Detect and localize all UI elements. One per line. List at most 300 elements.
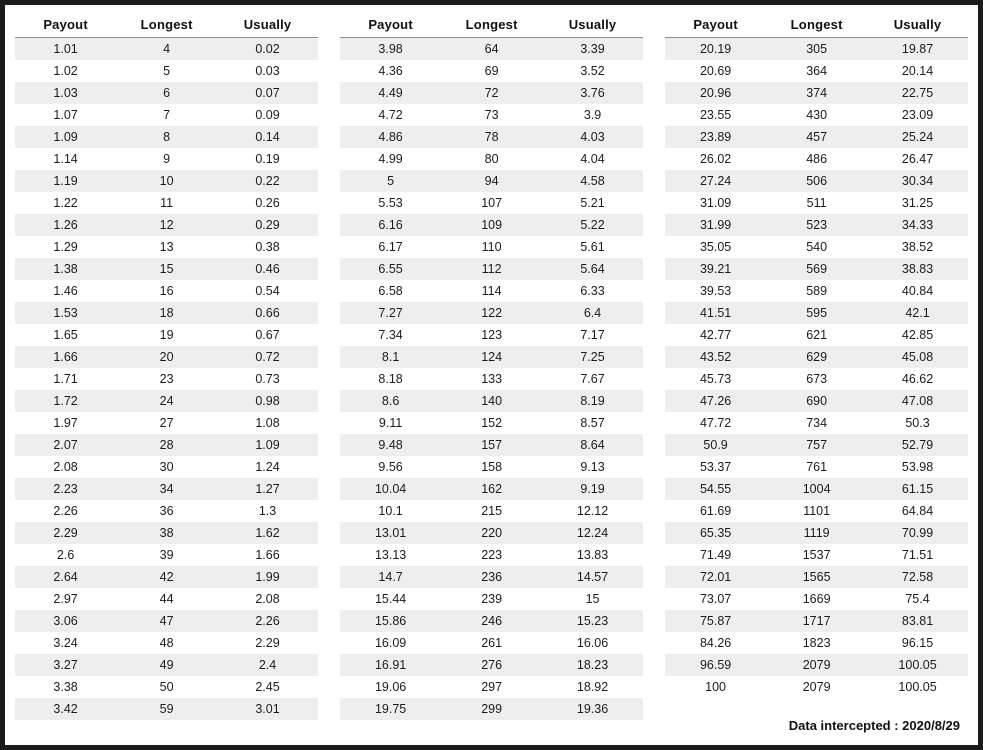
cell-payout: 1.72 xyxy=(15,390,116,412)
cell-usually: 96.15 xyxy=(867,632,968,654)
cell-payout: 45.73 xyxy=(665,368,766,390)
cell-longest: 511 xyxy=(766,192,867,214)
cell-longest: 162 xyxy=(441,478,542,500)
cell-usually: 50.3 xyxy=(867,412,968,434)
cell-payout: 3.98 xyxy=(340,38,441,61)
cell-longest: 430 xyxy=(766,104,867,126)
cell-payout: 1.46 xyxy=(15,280,116,302)
cell-usually: 1.27 xyxy=(217,478,318,500)
cell-longest: 761 xyxy=(766,456,867,478)
cell-longest: 78 xyxy=(441,126,542,148)
cell-usually: 53.98 xyxy=(867,456,968,478)
table-row xyxy=(340,104,643,126)
cell-longest: 1823 xyxy=(766,632,867,654)
cell-longest: 124 xyxy=(441,346,542,368)
cell-payout: 31.99 xyxy=(665,214,766,236)
cell-usually: 2.45 xyxy=(217,676,318,698)
cell-payout: 3.42 xyxy=(15,698,116,720)
cell-payout: 2.6 xyxy=(15,544,116,566)
cell-usually: 3.76 xyxy=(542,82,643,104)
cell-payout: 47.26 xyxy=(665,390,766,412)
cell-longest: 734 xyxy=(766,412,867,434)
table-row xyxy=(15,368,318,390)
cell-usually: 13.83 xyxy=(542,544,643,566)
cell-payout: 9.48 xyxy=(340,434,441,456)
cell-longest: 1119 xyxy=(766,522,867,544)
cell-usually: 38.52 xyxy=(867,236,968,258)
cell-payout: 1.22 xyxy=(15,192,116,214)
table-row xyxy=(665,346,968,368)
cell-payout: 41.51 xyxy=(665,302,766,324)
table-row xyxy=(340,588,643,610)
cell-payout: 72.01 xyxy=(665,566,766,588)
column-header-longest: Longest xyxy=(116,13,217,38)
cell-longest: 1669 xyxy=(766,588,867,610)
cell-longest: 261 xyxy=(441,632,542,654)
cell-payout: 42.77 xyxy=(665,324,766,346)
cell-longest: 4 xyxy=(116,38,217,61)
cell-payout: 1.53 xyxy=(15,302,116,324)
cell-usually: 83.81 xyxy=(867,610,968,632)
cell-payout: 1.07 xyxy=(15,104,116,126)
table-block-1 xyxy=(15,13,318,720)
cell-longest: 140 xyxy=(441,390,542,412)
cell-longest: 457 xyxy=(766,126,867,148)
cell-payout: 10.04 xyxy=(340,478,441,500)
cell-payout: 1.66 xyxy=(15,346,116,368)
cell-longest: 157 xyxy=(441,434,542,456)
cell-usually: 2.29 xyxy=(217,632,318,654)
column-header-usually: Usually xyxy=(867,13,968,38)
cell-usually: 25.24 xyxy=(867,126,968,148)
table-row xyxy=(340,214,643,236)
cell-longest: 506 xyxy=(766,170,867,192)
table-row xyxy=(665,632,968,654)
cell-usually: 42.1 xyxy=(867,302,968,324)
cell-payout: 2.29 xyxy=(15,522,116,544)
table-row xyxy=(665,412,968,434)
cell-usually: 23.09 xyxy=(867,104,968,126)
table-row xyxy=(665,280,968,302)
cell-usually: 75.4 xyxy=(867,588,968,610)
cell-longest: 47 xyxy=(116,610,217,632)
cell-longest: 569 xyxy=(766,258,867,280)
cell-payout: 1.26 xyxy=(15,214,116,236)
table-row xyxy=(340,676,643,698)
cell-longest: 6 xyxy=(116,82,217,104)
column-header-payout: Payout xyxy=(340,13,441,38)
cell-usually: 15 xyxy=(542,588,643,610)
table-row xyxy=(340,434,643,456)
cell-payout: 4.86 xyxy=(340,126,441,148)
cell-longest: 10 xyxy=(116,170,217,192)
cell-usually: 0.07 xyxy=(217,82,318,104)
cell-usually: 64.84 xyxy=(867,500,968,522)
cell-payout: 71.49 xyxy=(665,544,766,566)
table-row xyxy=(15,148,318,170)
cell-usually: 72.58 xyxy=(867,566,968,588)
cell-usually: 0.54 xyxy=(217,280,318,302)
cell-usually: 1.99 xyxy=(217,566,318,588)
table-row xyxy=(340,698,643,720)
cell-usually: 8.19 xyxy=(542,390,643,412)
cell-longest: 621 xyxy=(766,324,867,346)
table-row xyxy=(340,148,643,170)
table-header-2 xyxy=(340,13,643,38)
cell-usually: 15.23 xyxy=(542,610,643,632)
cell-payout: 4.36 xyxy=(340,60,441,82)
cell-payout: 1.01 xyxy=(15,38,116,61)
cell-usually: 26.47 xyxy=(867,148,968,170)
cell-longest: 49 xyxy=(116,654,217,676)
header-row xyxy=(665,13,968,38)
cell-longest: 94 xyxy=(441,170,542,192)
table-row xyxy=(665,676,968,698)
cell-longest: 589 xyxy=(766,280,867,302)
cell-usually: 0.46 xyxy=(217,258,318,280)
table-row xyxy=(15,302,318,324)
table-row xyxy=(15,104,318,126)
cell-usually: 5.22 xyxy=(542,214,643,236)
cell-payout: 54.55 xyxy=(665,478,766,500)
cell-usually: 4.04 xyxy=(542,148,643,170)
cell-longest: 1717 xyxy=(766,610,867,632)
cell-longest: 374 xyxy=(766,82,867,104)
table-row xyxy=(15,192,318,214)
table-row xyxy=(340,258,643,280)
cell-payout: 6.17 xyxy=(340,236,441,258)
cell-longest: 486 xyxy=(766,148,867,170)
cell-longest: 1565 xyxy=(766,566,867,588)
table-block-2 xyxy=(340,13,643,720)
cell-usually: 5.64 xyxy=(542,258,643,280)
table-row xyxy=(15,412,318,434)
table-row xyxy=(340,302,643,324)
table-row xyxy=(340,654,643,676)
table-row xyxy=(15,588,318,610)
table-row xyxy=(15,38,318,61)
table-row xyxy=(15,170,318,192)
table-row xyxy=(15,500,318,522)
cell-longest: 73 xyxy=(441,104,542,126)
cell-payout: 3.38 xyxy=(15,676,116,698)
cell-usually: 14.57 xyxy=(542,566,643,588)
cell-longest: 239 xyxy=(441,588,542,610)
cell-usually: 0.22 xyxy=(217,170,318,192)
cell-payout: 53.37 xyxy=(665,456,766,478)
cell-payout: 7.34 xyxy=(340,324,441,346)
table-row xyxy=(665,654,968,676)
table-row xyxy=(665,588,968,610)
cell-payout: 6.55 xyxy=(340,258,441,280)
cell-payout: 5 xyxy=(340,170,441,192)
cell-usually: 8.57 xyxy=(542,412,643,434)
cell-usually: 1.66 xyxy=(217,544,318,566)
cell-usually: 0.72 xyxy=(217,346,318,368)
table-row xyxy=(15,258,318,280)
cell-usually: 3.52 xyxy=(542,60,643,82)
cell-usually: 12.12 xyxy=(542,500,643,522)
cell-usually: 0.98 xyxy=(217,390,318,412)
cell-usually: 18.92 xyxy=(542,676,643,698)
cell-payout: 1.29 xyxy=(15,236,116,258)
table-row xyxy=(15,566,318,588)
cell-payout: 27.24 xyxy=(665,170,766,192)
table-row xyxy=(340,544,643,566)
cell-usually: 38.83 xyxy=(867,258,968,280)
header-row xyxy=(15,13,318,38)
cell-usually: 5.21 xyxy=(542,192,643,214)
cell-longest: 122 xyxy=(441,302,542,324)
cell-payout: 16.91 xyxy=(340,654,441,676)
table-row xyxy=(340,280,643,302)
table-body-2 xyxy=(340,38,643,721)
cell-longest: 8 xyxy=(116,126,217,148)
table-row xyxy=(665,390,968,412)
table-row xyxy=(340,82,643,104)
cell-payout: 8.1 xyxy=(340,346,441,368)
cell-payout: 26.02 xyxy=(665,148,766,170)
cell-payout: 6.16 xyxy=(340,214,441,236)
cell-payout: 8.6 xyxy=(340,390,441,412)
cell-usually: 2.08 xyxy=(217,588,318,610)
table-row xyxy=(15,390,318,412)
table-row xyxy=(15,82,318,104)
cell-usually: 8.64 xyxy=(542,434,643,456)
table-row xyxy=(665,544,968,566)
cell-longest: 2079 xyxy=(766,676,867,698)
column-header-longest: Longest xyxy=(441,13,542,38)
table-row xyxy=(340,478,643,500)
column-header-usually: Usually xyxy=(217,13,318,38)
cell-usually: 34.33 xyxy=(867,214,968,236)
table-row xyxy=(665,82,968,104)
table-body-3 xyxy=(665,38,968,699)
cell-longest: 364 xyxy=(766,60,867,82)
table-row xyxy=(340,412,643,434)
table-row xyxy=(15,324,318,346)
cell-longest: 23 xyxy=(116,368,217,390)
table-row xyxy=(340,368,643,390)
cell-longest: 109 xyxy=(441,214,542,236)
cell-payout: 1.97 xyxy=(15,412,116,434)
cell-payout: 4.49 xyxy=(340,82,441,104)
cell-payout: 2.97 xyxy=(15,588,116,610)
cell-longest: 42 xyxy=(116,566,217,588)
cell-usually: 1.62 xyxy=(217,522,318,544)
cell-payout: 23.89 xyxy=(665,126,766,148)
cell-payout: 1.03 xyxy=(15,82,116,104)
cell-payout: 16.09 xyxy=(340,632,441,654)
cell-usually: 42.85 xyxy=(867,324,968,346)
cell-payout: 19.75 xyxy=(340,698,441,720)
payout-table-2 xyxy=(340,13,643,720)
cell-usually: 22.75 xyxy=(867,82,968,104)
cell-longest: 112 xyxy=(441,258,542,280)
cell-usually: 0.02 xyxy=(217,38,318,61)
table-row xyxy=(15,280,318,302)
cell-payout: 1.09 xyxy=(15,126,116,148)
cell-usually: 71.51 xyxy=(867,544,968,566)
table-row xyxy=(340,126,643,148)
cell-payout: 1.65 xyxy=(15,324,116,346)
cell-payout: 1.02 xyxy=(15,60,116,82)
cell-usually: 0.03 xyxy=(217,60,318,82)
cell-payout: 73.07 xyxy=(665,588,766,610)
cell-longest: 7 xyxy=(116,104,217,126)
table-row xyxy=(665,170,968,192)
table-row xyxy=(665,148,968,170)
cell-longest: 110 xyxy=(441,236,542,258)
cell-payout: 84.26 xyxy=(665,632,766,654)
cell-usually: 70.99 xyxy=(867,522,968,544)
table-row xyxy=(665,324,968,346)
cell-payout: 9.11 xyxy=(340,412,441,434)
cell-usually: 0.29 xyxy=(217,214,318,236)
cell-longest: 34 xyxy=(116,478,217,500)
table-row xyxy=(340,170,643,192)
table-row xyxy=(15,676,318,698)
payout-table-1 xyxy=(15,13,318,720)
table-row xyxy=(665,38,968,61)
cell-payout: 8.18 xyxy=(340,368,441,390)
table-row xyxy=(15,346,318,368)
table-row xyxy=(340,632,643,654)
cell-usually: 0.09 xyxy=(217,104,318,126)
cell-usually: 5.61 xyxy=(542,236,643,258)
cell-usually: 40.84 xyxy=(867,280,968,302)
cell-longest: 305 xyxy=(766,38,867,61)
table-row xyxy=(15,236,318,258)
table-row xyxy=(665,500,968,522)
table-row xyxy=(15,522,318,544)
cell-longest: 38 xyxy=(116,522,217,544)
table-row xyxy=(340,192,643,214)
cell-payout: 1.71 xyxy=(15,368,116,390)
cell-usually: 9.13 xyxy=(542,456,643,478)
cell-usually: 19.87 xyxy=(867,38,968,61)
table-row xyxy=(15,544,318,566)
cell-usually: 1.09 xyxy=(217,434,318,456)
table-row xyxy=(665,302,968,324)
table-row xyxy=(15,434,318,456)
cell-longest: 1004 xyxy=(766,478,867,500)
cell-longest: 69 xyxy=(441,60,542,82)
cell-longest: 12 xyxy=(116,214,217,236)
cell-longest: 19 xyxy=(116,324,217,346)
cell-payout: 75.87 xyxy=(665,610,766,632)
cell-longest: 30 xyxy=(116,456,217,478)
cell-longest: 50 xyxy=(116,676,217,698)
table-row xyxy=(340,500,643,522)
cell-longest: 220 xyxy=(441,522,542,544)
cell-longest: 11 xyxy=(116,192,217,214)
cell-payout: 23.55 xyxy=(665,104,766,126)
cell-payout: 3.06 xyxy=(15,610,116,632)
table-row xyxy=(15,654,318,676)
cell-usually: 7.25 xyxy=(542,346,643,368)
cell-payout: 100 xyxy=(665,676,766,698)
cell-payout: 2.23 xyxy=(15,478,116,500)
cell-payout: 1.38 xyxy=(15,258,116,280)
cell-longest: 246 xyxy=(441,610,542,632)
cell-usually: 1.24 xyxy=(217,456,318,478)
cell-usually: 30.34 xyxy=(867,170,968,192)
cell-longest: 48 xyxy=(116,632,217,654)
column-header-payout: Payout xyxy=(665,13,766,38)
table-row xyxy=(665,434,968,456)
cell-usually: 3.01 xyxy=(217,698,318,720)
cell-payout: 39.21 xyxy=(665,258,766,280)
table-row xyxy=(15,60,318,82)
cell-longest: 16 xyxy=(116,280,217,302)
table-header-1 xyxy=(15,13,318,38)
cell-longest: 152 xyxy=(441,412,542,434)
table-row xyxy=(665,258,968,280)
table-row xyxy=(665,104,968,126)
cell-longest: 540 xyxy=(766,236,867,258)
cell-payout: 10.1 xyxy=(340,500,441,522)
cell-longest: 123 xyxy=(441,324,542,346)
cell-usually: 7.67 xyxy=(542,368,643,390)
cell-usually: 4.03 xyxy=(542,126,643,148)
cell-usually: 7.17 xyxy=(542,324,643,346)
cell-longest: 64 xyxy=(441,38,542,61)
table-row xyxy=(340,60,643,82)
cell-longest: 223 xyxy=(441,544,542,566)
cell-payout: 1.19 xyxy=(15,170,116,192)
table-header-3 xyxy=(665,13,968,38)
table-row xyxy=(15,610,318,632)
cell-longest: 297 xyxy=(441,676,542,698)
cell-payout: 20.96 xyxy=(665,82,766,104)
data-intercepted-note: Data intercepted : 2020/8/29 xyxy=(788,718,960,733)
cell-longest: 13 xyxy=(116,236,217,258)
cell-usually: 0.26 xyxy=(217,192,318,214)
cell-usually: 0.19 xyxy=(217,148,318,170)
table-row xyxy=(340,390,643,412)
cell-longest: 133 xyxy=(441,368,542,390)
cell-usually: 31.25 xyxy=(867,192,968,214)
cell-longest: 80 xyxy=(441,148,542,170)
table-row xyxy=(340,346,643,368)
column-header-longest: Longest xyxy=(766,13,867,38)
cell-longest: 215 xyxy=(441,500,542,522)
cell-payout: 15.86 xyxy=(340,610,441,632)
cell-payout: 3.27 xyxy=(15,654,116,676)
table-row xyxy=(15,632,318,654)
cell-payout: 31.09 xyxy=(665,192,766,214)
table-body-1 xyxy=(15,38,318,721)
cell-usually: 2.4 xyxy=(217,654,318,676)
cell-payout: 96.59 xyxy=(665,654,766,676)
table-block-3 xyxy=(665,13,968,698)
cell-payout: 7.27 xyxy=(340,302,441,324)
cell-usually: 19.36 xyxy=(542,698,643,720)
cell-longest: 5 xyxy=(116,60,217,82)
cell-usually: 6.4 xyxy=(542,302,643,324)
cell-usually: 61.15 xyxy=(867,478,968,500)
cell-usually: 0.67 xyxy=(217,324,318,346)
table-row xyxy=(340,324,643,346)
cell-usually: 0.38 xyxy=(217,236,318,258)
table-row xyxy=(665,478,968,500)
cell-longest: 158 xyxy=(441,456,542,478)
cell-usually: 9.19 xyxy=(542,478,643,500)
cell-longest: 24 xyxy=(116,390,217,412)
cell-longest: 595 xyxy=(766,302,867,324)
cell-payout: 4.72 xyxy=(340,104,441,126)
